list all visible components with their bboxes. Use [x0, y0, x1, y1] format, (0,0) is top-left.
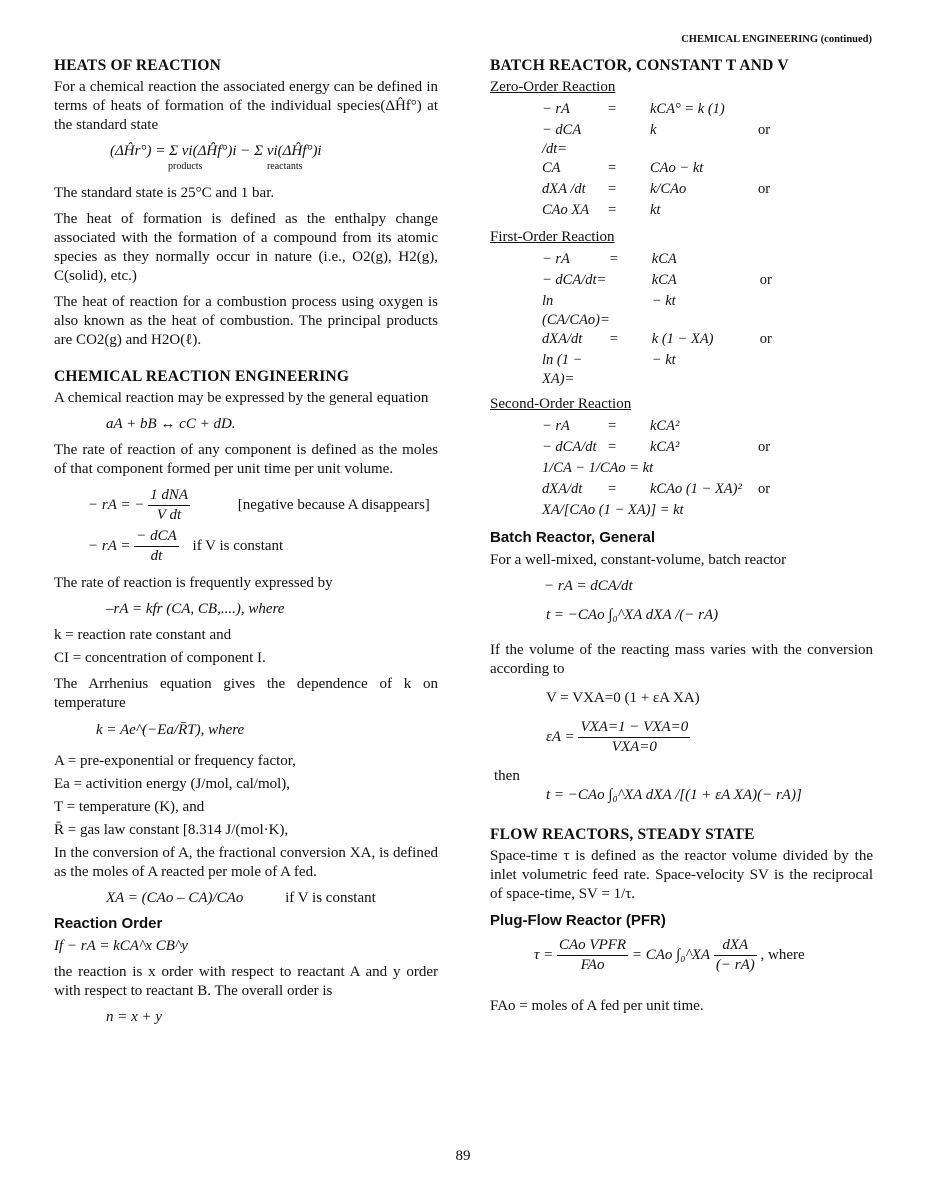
cre-eq2: –rA = kfr (CA, CB,....), where — [106, 601, 285, 617]
epsilon-eq: εA = $\frac{\text{VXA=1 − VXA=0}}{\text{VXA=0}}$ — [546, 719, 689, 755]
first-order-table — [542, 250, 790, 389]
def-R: R̄ = gas law constant [8.314 J/(mol·K), — [54, 822, 289, 838]
rate-eq1: − rA = − $\frac{\text{1 dNA}}{\text{V dt}}$ [negative because A disappears] — [88, 487, 430, 523]
equation-cell: = — [608, 481, 617, 497]
def-k: k = reaction rate constant and — [54, 627, 232, 643]
equation-cell: CA — [542, 160, 561, 176]
def-T: T = temperature (K), and — [54, 799, 205, 815]
batch-title: BATCH REACTOR, CONSTANT T AND V — [490, 57, 789, 74]
equation-cell: = — [608, 101, 617, 117]
equation-cell: ln (1 − XA)= — [542, 352, 583, 387]
equation-cell: = — [608, 160, 617, 176]
equation-cell: CAo XA — [542, 202, 590, 218]
equation-cell: or — [758, 181, 771, 197]
equation-cell — [608, 121, 650, 159]
equation-row — [542, 100, 788, 121]
equation-cell: = — [609, 251, 618, 267]
flow-title: FLOW REACTORS, STEADY STATE — [490, 826, 755, 843]
equation-cell — [758, 159, 788, 180]
first-order-title: First-Order Reaction — [490, 229, 615, 245]
fao-definition: FAo = moles of A fed per unit time. — [490, 998, 704, 1014]
equation-cell: CAo − kt — [650, 160, 704, 176]
equation-cell: ln (CA/CAo)= — [542, 293, 610, 328]
equation-cell: = — [608, 418, 617, 434]
cre-p3: The rate of reaction is frequently expressed by — [54, 575, 333, 591]
equation-cell: or — [759, 331, 772, 347]
equation-cell: k — [650, 122, 657, 138]
equation-row — [542, 438, 788, 459]
equation-cell: = — [608, 181, 617, 197]
equation-cell: dXA /dt — [542, 181, 586, 197]
equation-cell: or — [758, 439, 771, 455]
equation-cell: kCA² — [650, 439, 680, 455]
heats-p2: The standard state is 25°C and 1 bar. — [54, 185, 275, 201]
order-p: the reaction is x order with respect to reactant A and y order with respect to reactant B. The overall order is — [54, 964, 438, 999]
equation-cell — [610, 292, 652, 330]
batch-general-eq2: t = −CAo ∫₀^XA dXA /(− rA) — [546, 607, 719, 623]
equation-cell: − dCA/dt — [542, 439, 597, 455]
equation-cell: kCA — [651, 272, 677, 288]
heats-p1: For a chemical reaction the associated energy can be defined in terms of heats of formation of the individual species(ΔĤf°) at the standard state — [54, 79, 438, 133]
rate-eq2: − rA = $\frac{\text{− dCA}}{dt}$ if V is constant — [88, 528, 284, 564]
then-label: then — [494, 768, 520, 784]
equation-cell: or — [759, 272, 772, 288]
equation-cell — [758, 201, 788, 222]
equation-row — [542, 180, 788, 201]
equation-row — [542, 201, 788, 222]
equation-cell: dXA/dt — [542, 331, 583, 347]
batch-general-eq1: − rA = dCA/dt — [544, 578, 633, 594]
heats-p3: The heat of formation is defined as the enthalpy change associated with the formation of a compound from its atomic species as they normally occur in nature (i.e., O2(g), H2(g), C(solid), etc.) — [54, 211, 438, 284]
equation-cell: = — [609, 331, 618, 347]
equation-row — [542, 459, 788, 480]
running-header: CHEMICAL ENGINEERING (continued) — [681, 34, 872, 45]
equation-cell: − dCA /dt= — [542, 122, 581, 157]
reactants-label: reactants — [266, 161, 303, 172]
second-order-title: Second-Order Reaction — [490, 396, 632, 412]
equation-cell — [610, 271, 652, 292]
equation-cell — [758, 501, 788, 522]
left-column — [54, 56, 438, 1034]
def-Ea: Ea = activition energy (J/mol, cal/mol), — [54, 776, 291, 792]
heats-equation: (ΔĤr°) = Σ νi(ΔĤf°)i − Σ νi(ΔĤf°)i products reactants — [110, 143, 322, 172]
def-A: A = pre-exponential or frequency factor, — [54, 753, 296, 769]
equation-row — [542, 159, 788, 180]
equation-cell: or — [758, 122, 771, 138]
equation-cell: dXA/dt — [542, 481, 583, 497]
batch-general-title: Batch Reactor, General — [490, 529, 656, 546]
equation-cell — [758, 100, 788, 121]
cre-title: CHEMICAL REACTION ENGINEERING — [54, 368, 350, 385]
equation-cell: − dCA/dt= — [542, 272, 607, 288]
equation-cell: − rA — [542, 418, 570, 434]
heats-title: HEATS OF REACTION — [54, 57, 222, 74]
equation-cell: kCA — [651, 251, 677, 267]
equation-row — [542, 330, 790, 351]
equation-cell: or — [758, 481, 771, 497]
arrhenius-eq: k = Ae^(−Ea/R̄T), where — [96, 722, 245, 738]
conversion-eq: XA = (CAo – CA)/CAo if V is constant — [106, 890, 376, 906]
cre-eq1: aA + bB ↔ cC + dD. — [106, 416, 236, 432]
equation-cell: kCA² — [650, 418, 680, 434]
cre-p2: The rate of reaction of any component is defined as the moles of that component formed per unit time per unit volume. — [54, 442, 438, 477]
order-title: Reaction Order — [54, 915, 163, 932]
cre-p1: A chemical reaction may be expressed by the general equation — [54, 390, 429, 406]
conversion-p: In the conversion of A, the fractional conversion XA, is defined as the moles of A reacted per mole of A fed. — [54, 845, 438, 880]
equation-cell — [760, 250, 790, 271]
pfr-title: Plug-Flow Reactor (PFR) — [490, 912, 666, 929]
equation-cell — [760, 351, 790, 389]
second-order-table — [542, 417, 788, 522]
batch-general-p: For a well-mixed, constant-volume, batch reactor — [490, 552, 787, 568]
equation-cell: kt — [650, 202, 661, 218]
arrhenius-p: The Arrhenius equation gives the dependence of k on temperature — [54, 676, 438, 711]
equation-cell — [760, 292, 790, 330]
flow-p: Space-time τ is defined as the reactor volume divided by the inlet volumetric feed rate. Space-velocity SV is the reciprocal of space-time, SV = 1/τ. — [490, 848, 873, 902]
order-if: If − rA = kCA^x CB^y — [54, 938, 188, 954]
equation-cell — [610, 351, 652, 389]
equation-cell: kCA° = k (1) — [650, 101, 725, 117]
equation-cell: − rA — [542, 101, 570, 117]
equation-row — [542, 271, 790, 292]
equation-cell — [758, 417, 788, 438]
right-column — [490, 56, 873, 1023]
equation-cell: = — [608, 439, 617, 455]
variable-volume-eq2: t = −CAo ∫₀^XA dXA /[(1 + εA XA)(− rA)] — [546, 787, 802, 803]
heats-p4: The heat of reaction for a combustion process using oxygen is also known as the heat of combustion. The principal products are CO2(g) and H2O(ℓ). — [54, 294, 438, 348]
equation-row — [542, 480, 788, 501]
equation-row — [542, 501, 788, 522]
equation-row — [542, 292, 790, 330]
page-number: 89 — [455, 1148, 471, 1164]
variable-volume-p: If the volume of the reacting mass varies with the conversion according to — [490, 642, 873, 677]
products-label: products — [168, 161, 203, 172]
equation-cell: = — [608, 202, 617, 218]
order-eq: n = x + y — [106, 1009, 163, 1025]
zero-order-title: Zero-Order Reaction — [490, 79, 616, 95]
equation-cell: 1/CA − 1/CAo = kt — [542, 460, 654, 476]
equation-row — [542, 417, 788, 438]
def-ci: CI = concentration of component I. — [54, 650, 266, 666]
zero-order-table — [542, 100, 788, 222]
equation-row — [542, 250, 790, 271]
equation-cell: − kt — [651, 352, 676, 368]
equation-cell: − rA — [542, 251, 570, 267]
equation-cell: XA/[CAo (1 − XA)] = kt — [542, 502, 684, 518]
equation-row — [542, 351, 790, 389]
equation-row — [542, 121, 788, 159]
pfr-equation: τ = $\frac{\text{CAo VPFR}}{\text{FAo}}$ = CAo ∫₀^XA $\frac{\text{dXA}}{(- rA)}$ , where — [534, 937, 805, 973]
then-row — [494, 767, 873, 805]
equation-cell — [758, 459, 788, 480]
variable-volume-eq1: V = VXA=0 (1 + εA XA) — [546, 690, 700, 706]
equation-cell: − kt — [651, 293, 676, 309]
equation-cell: k (1 − XA) — [651, 331, 714, 347]
equation-cell: kCAo (1 − XA)² — [650, 481, 742, 497]
equation-cell: k/CAo — [650, 181, 687, 197]
